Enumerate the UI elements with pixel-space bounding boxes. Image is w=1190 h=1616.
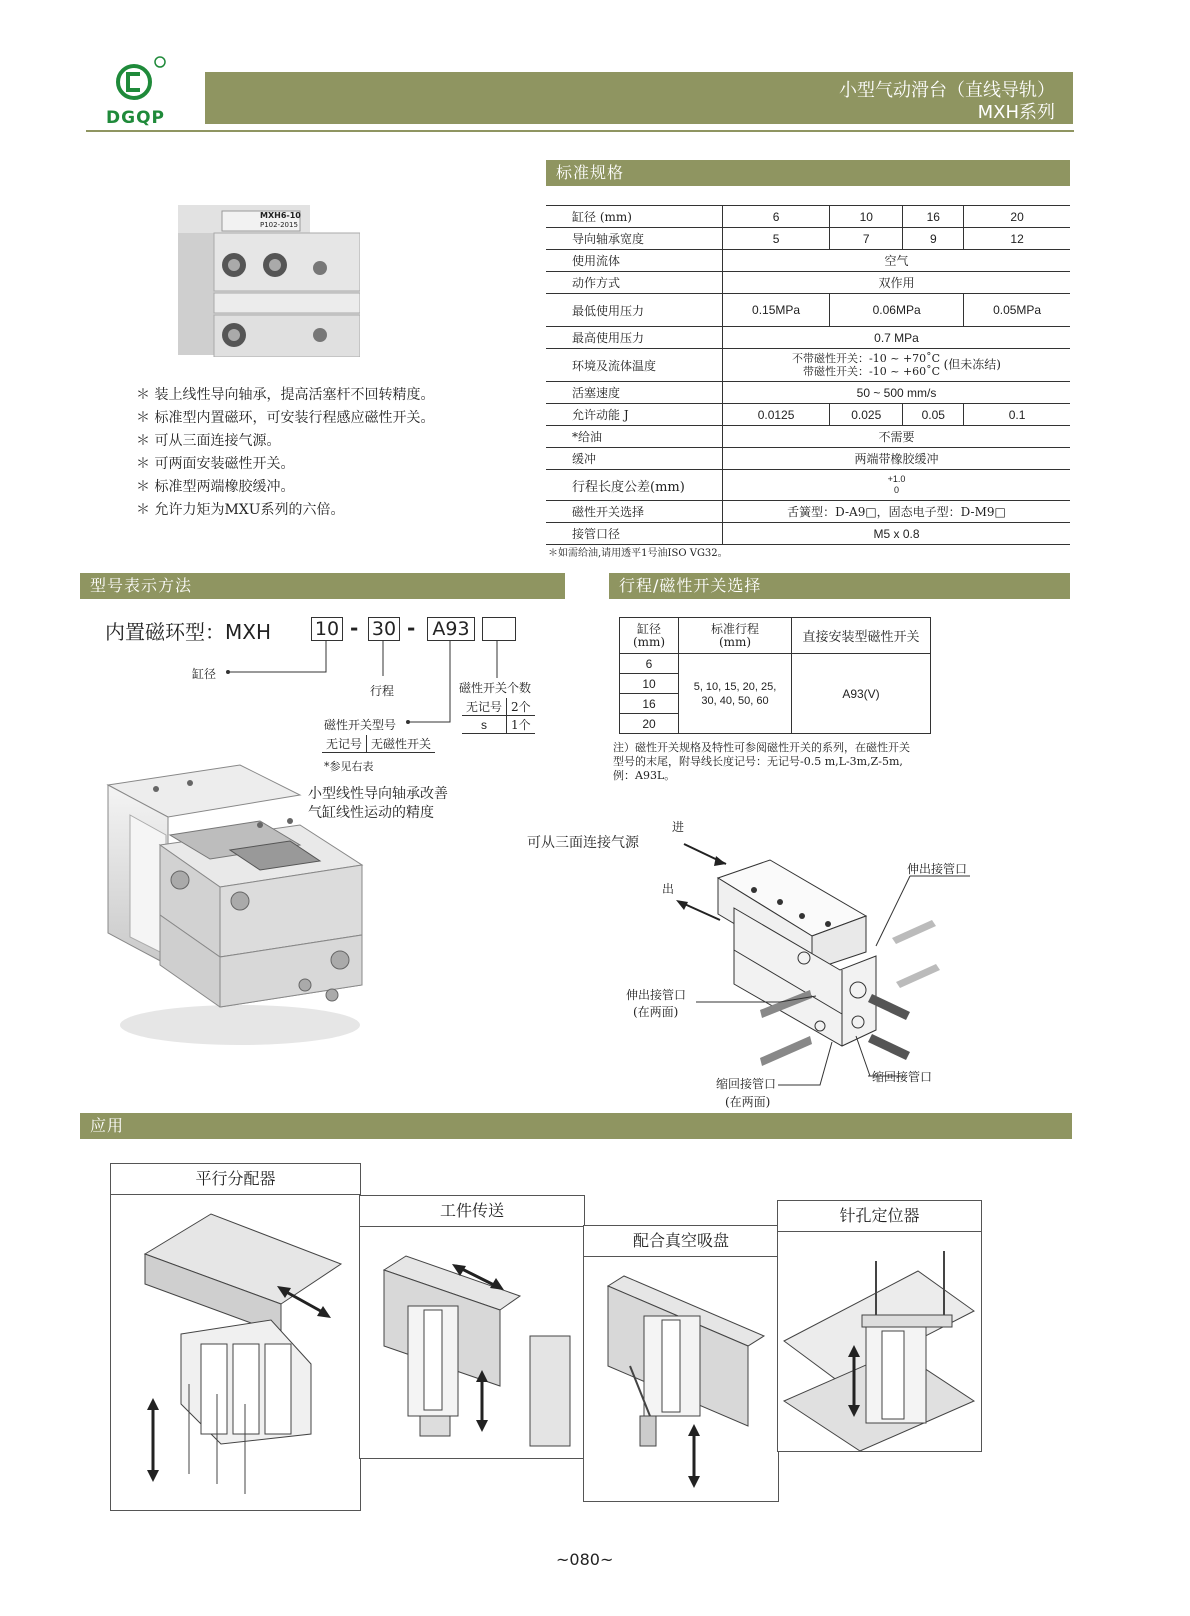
app-title: 平行分配器 xyxy=(111,1164,360,1195)
air-in-label: 进 xyxy=(672,820,685,834)
spec-label: 最低使用压力 xyxy=(546,294,723,327)
spec-cell: 0.0125 xyxy=(723,404,830,426)
switch-qty-table xyxy=(462,698,535,734)
label-ext-port-left: 伸出接管口 xyxy=(626,988,687,1002)
spec-cell: 0.025 xyxy=(830,404,903,426)
feature-item: ＊ 标准型两端橡胶缓冲。 xyxy=(136,476,496,499)
label-ret-port-bottom: 缩回接管口 xyxy=(716,1077,777,1091)
page-title: 小型气动滑台（直线导轨） xyxy=(839,80,1055,101)
see-right-note: *参见右表 xyxy=(324,760,374,773)
spec-table xyxy=(546,205,1070,545)
bore-cell: 20 xyxy=(620,714,679,734)
spec-cell: 12 xyxy=(964,228,1070,250)
spec-label: 行程长度公差(mm) xyxy=(546,470,723,501)
spec-cell xyxy=(723,470,1071,501)
tolerance-upper: +1.0 xyxy=(887,474,906,484)
feature-item: ＊ 可两面安装磁性开关。 xyxy=(136,453,496,476)
spec-cell: 0.7 MPa xyxy=(723,327,1071,349)
feature-item: ＊ 允许力矩为MXU系列的六倍。 xyxy=(136,499,496,522)
stroke-header: 直接安装型磁性开关 xyxy=(792,618,931,654)
table-row xyxy=(546,501,1070,523)
stroke-header: 标准行程 (mm) xyxy=(679,618,792,654)
table-row xyxy=(620,654,931,674)
label-bore: 缸径 xyxy=(192,667,217,681)
label-both-sides-2: (在两面) xyxy=(725,1095,771,1109)
spec-cell: 不需要 xyxy=(723,426,1071,448)
table-row xyxy=(546,448,1070,470)
spec-cell: 两端带橡胶缓冲 xyxy=(723,448,1071,470)
model-code-box-1: 10 xyxy=(311,617,343,641)
table-row xyxy=(546,294,1070,327)
spec-label: 导向轴承宽度 xyxy=(546,228,723,250)
table-row xyxy=(546,523,1070,545)
table-row xyxy=(546,470,1070,501)
air-connection-title: 可从三面连接气源 xyxy=(527,835,639,851)
model-code-box-2: 30 xyxy=(368,617,400,641)
bore-cell: 16 xyxy=(620,694,679,714)
spec-label: 接管口径 xyxy=(546,523,723,545)
spec-cell: 10 xyxy=(830,206,903,228)
table-row xyxy=(546,250,1070,272)
feature-item: ＊ 标准型内置磁环，可安装行程感应磁性开关。 xyxy=(136,407,496,430)
spec-cell: 16 xyxy=(903,206,964,228)
label-switch-model: 磁性开关型号 xyxy=(324,718,397,732)
temp-line-1: 不带磁性开关：-10 ~ +70˚C xyxy=(792,352,941,365)
page-number: ~080~ xyxy=(556,1550,614,1569)
spec-cell: 20 xyxy=(964,206,1070,228)
qty-value: 2个 xyxy=(507,698,535,716)
application-section-title: 应用 xyxy=(80,1113,1072,1139)
qty-code: 无记号 xyxy=(462,698,507,716)
spec-label: 磁性开关选择 xyxy=(546,501,723,523)
spec-cell: 双作用 xyxy=(723,272,1071,294)
label-stroke: 行程 xyxy=(370,684,395,698)
temp-line-2: 带磁性开关：-10 ~ +60˚C xyxy=(803,365,941,378)
qty-code: s xyxy=(462,716,507,734)
spec-cell: 空气 xyxy=(723,250,1071,272)
table-row xyxy=(546,382,1070,404)
model-dash: - xyxy=(350,616,359,640)
stroke-header: 缸径 (mm) xyxy=(620,618,679,654)
spec-label: 允许动能 J xyxy=(546,404,723,426)
spec-label: 缸径 (mm) xyxy=(546,206,723,228)
spec-label: *给油 xyxy=(546,426,723,448)
table-row xyxy=(322,735,435,753)
model-leader-lines xyxy=(0,0,560,780)
temp-note: (但未冻结) xyxy=(943,357,1001,372)
model-desc-1: 小型线性导向轴承改善 xyxy=(308,786,448,802)
spec-section-title: 标准规格 xyxy=(546,160,1070,186)
spec-cell: 7 xyxy=(830,228,903,250)
table-row xyxy=(546,404,1070,426)
app-vacuum-pad xyxy=(583,1225,779,1502)
qty-value: 1个 xyxy=(507,716,535,734)
spec-cell: 0.1 xyxy=(964,404,1070,426)
page-subtitle: MXH系列 xyxy=(977,102,1055,123)
spec-label: 环境及流体温度 xyxy=(546,349,723,382)
table-row xyxy=(462,716,535,734)
spec-cell: 0.06MPa xyxy=(830,294,964,327)
spec-cell: 舌簧型：D-A9□，固态电子型：D-M9□ xyxy=(723,501,1071,523)
logo-text: DGQP xyxy=(106,108,165,128)
label-switch-qty: 磁性开关个数 xyxy=(459,681,532,695)
table-row xyxy=(546,327,1070,349)
spec-cell: M5 x 0.8 xyxy=(723,523,1071,545)
app-parallel-distributor xyxy=(110,1163,361,1511)
switch-value: A93(V) xyxy=(792,654,931,734)
app-workpiece-transfer xyxy=(359,1195,585,1459)
spec-cell: 0.15MPa xyxy=(723,294,830,327)
spec-cell: 0.05MPa xyxy=(964,294,1070,327)
spec-cell: 6 xyxy=(723,206,830,228)
model-dash: - xyxy=(407,616,416,640)
spec-label: 最高使用压力 xyxy=(546,327,723,349)
model-section-title: 型号表示方法 xyxy=(80,573,565,599)
spec-footnote: ＊如需给油,请用透平1号油ISO VG32。 xyxy=(548,548,728,559)
label-both-sides: (在两面) xyxy=(633,1005,679,1019)
label-ext-port-right: 伸出接管口 xyxy=(907,862,968,876)
table-row xyxy=(546,206,1070,228)
app-pin-locator xyxy=(777,1200,982,1452)
stroke-section-title: 行程/磁性开关选择 xyxy=(609,573,1070,599)
product-label-line1: MXH6-10 xyxy=(260,211,301,220)
app-title: 配合真空吸盘 xyxy=(584,1226,778,1257)
spec-label: 使用流体 xyxy=(546,250,723,272)
stroke-note: 注）磁性开关规格及特性可参阅磁性开关的系列，在磁性开关型号的末尾，附导线长度记号：无记号-0.5 m,L-3m,Z-5m,例：A93L。 xyxy=(613,741,910,782)
table-row xyxy=(546,349,1070,382)
stroke-values: 5, 10, 15, 20, 25, 30, 40, 50, 60 xyxy=(679,654,792,734)
app-title: 工件传送 xyxy=(360,1196,584,1227)
table-row xyxy=(620,618,931,654)
slide-table-illustration xyxy=(100,755,370,1055)
table-row xyxy=(546,228,1070,250)
stroke-table xyxy=(619,617,931,734)
table-row xyxy=(546,272,1070,294)
spec-cell: 0.05 xyxy=(903,404,964,426)
bore-cell: 6 xyxy=(620,654,679,674)
air-out-label: 出 xyxy=(662,882,675,896)
feature-item: ＊ 可从三面连接气源。 xyxy=(136,430,496,453)
table-row xyxy=(546,426,1070,448)
product-label-line2: P102-2015 xyxy=(260,221,298,229)
model-desc-2: 气缸线性运动的精度 xyxy=(308,805,434,821)
spec-cell xyxy=(723,349,1071,382)
spec-cell: 5 xyxy=(723,228,830,250)
tolerance-lower: 0 xyxy=(893,485,899,495)
spec-label: 动作方式 xyxy=(546,272,723,294)
spec-label: 缓冲 xyxy=(546,448,723,470)
switch-model-table xyxy=(322,735,435,753)
switch-code: 无记号 xyxy=(322,735,367,753)
model-code-box-3: A93 xyxy=(427,617,475,641)
app-title: 针孔定位器 xyxy=(778,1201,981,1232)
feature-item: ＊ 装上线性导向轴承，提高活塞杆不回转精度。 xyxy=(136,384,496,407)
switch-value: 无磁性开关 xyxy=(367,735,436,753)
spec-cell: 9 xyxy=(903,228,964,250)
bore-cell: 10 xyxy=(620,674,679,694)
label-ret-port-right: 缩回接管口 xyxy=(872,1070,933,1084)
spec-label: 活塞速度 xyxy=(546,382,723,404)
model-prefix: 内置磁环型：MXH xyxy=(105,620,271,644)
spec-cell: 50 ~ 500 mm/s xyxy=(723,382,1071,404)
table-row xyxy=(462,698,535,716)
